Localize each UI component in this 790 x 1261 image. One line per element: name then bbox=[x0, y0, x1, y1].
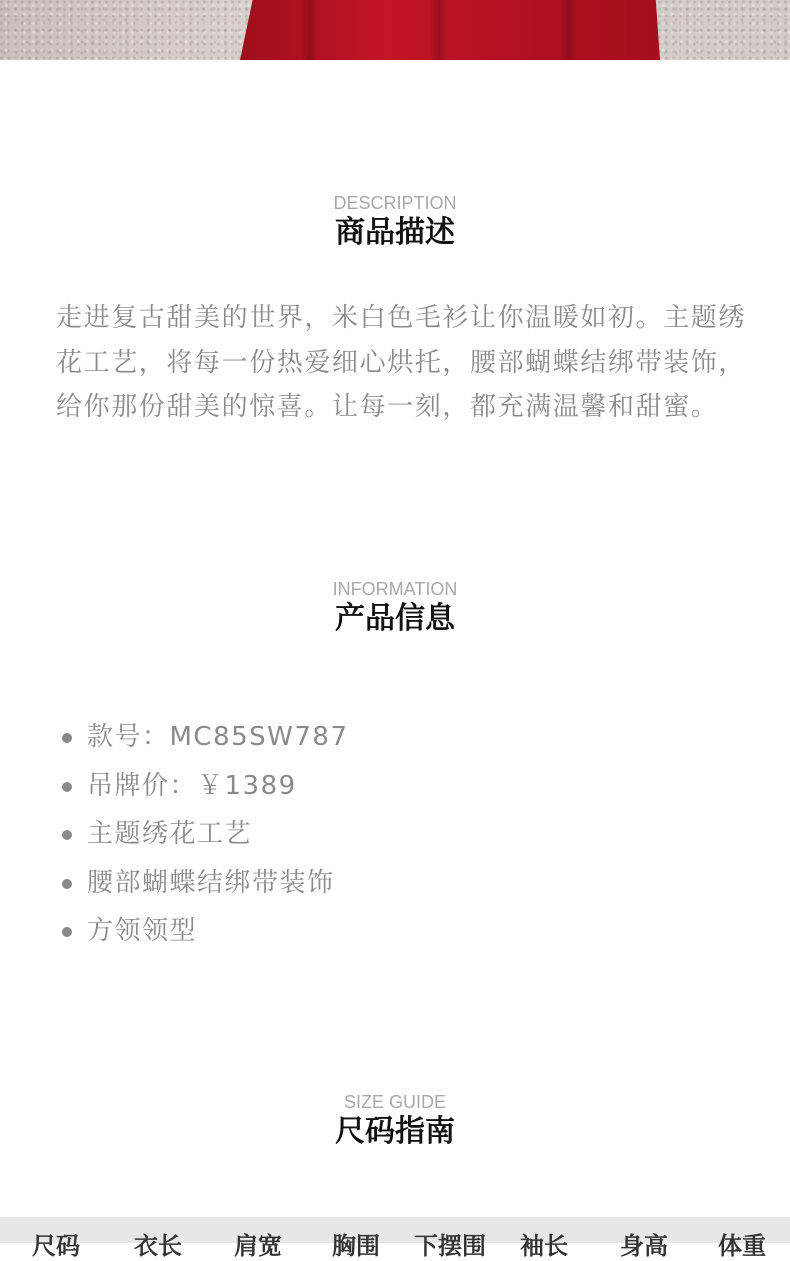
size-column-header: 尺码 bbox=[32, 1232, 80, 1260]
information-heading-zh: 产品信息 bbox=[335, 601, 455, 636]
info-item-collar bbox=[60, 910, 349, 959]
bullet-icon bbox=[62, 733, 72, 743]
info-item-text: 方领领型 bbox=[87, 916, 198, 946]
product-info-list bbox=[60, 716, 349, 959]
info-item-text: 腰部蝴蝶结绑带装饰 bbox=[87, 867, 335, 898]
red-garment-image bbox=[240, 0, 660, 60]
bullet-icon bbox=[62, 879, 72, 889]
size-column-header: 体重 bbox=[718, 1232, 766, 1260]
info-item-embroidery bbox=[60, 813, 349, 862]
info-item-style-number bbox=[60, 716, 349, 765]
description-heading bbox=[0, 193, 790, 251]
info-item-text: 吊牌价：￥1389 bbox=[87, 770, 297, 801]
description-heading-en: DESCRIPTION bbox=[333, 193, 457, 213]
bullet-icon bbox=[62, 830, 72, 840]
size-guide-heading bbox=[0, 1092, 790, 1150]
info-item-text: 款号：MC85SW787 bbox=[87, 722, 349, 752]
size-column-header: 胸围 bbox=[332, 1232, 380, 1260]
product-photo-strip bbox=[0, 0, 790, 60]
bullet-icon bbox=[62, 782, 72, 792]
size-guide-heading-en: SIZE GUIDE bbox=[343, 1092, 446, 1112]
description-text: 走进复古甜美的世界，米白色毛衫让你温暖如初。主题绣花工艺，将每一份热爱细心烘托，腰部蝴蝶结绑带装饰，给你那份甜美的惊喜。让每一刻，都充满温馨和甜蜜。 bbox=[56, 303, 747, 422]
information-heading-en: INFORMATION bbox=[332, 579, 458, 599]
info-item-text: 主题绣花工艺 bbox=[87, 819, 253, 849]
size-column-header: 下摆围 bbox=[414, 1232, 486, 1260]
info-item-tag-price bbox=[60, 765, 349, 814]
garment-fold bbox=[300, 0, 318, 60]
garment-fold bbox=[560, 0, 578, 60]
bullet-icon bbox=[62, 927, 72, 937]
size-column-header: 衣长 bbox=[134, 1232, 182, 1260]
size-column-header: 袖长 bbox=[520, 1232, 568, 1260]
garment-fold bbox=[430, 0, 448, 60]
size-guide-heading-zh: 尺码指南 bbox=[335, 1114, 455, 1149]
description-heading-zh: 商品描述 bbox=[335, 215, 455, 250]
size-column-header: 肩宽 bbox=[234, 1232, 282, 1260]
info-item-waist-bow bbox=[60, 862, 349, 911]
information-heading bbox=[0, 579, 790, 637]
size-column-header: 身高 bbox=[620, 1232, 668, 1260]
size-table-header bbox=[0, 1217, 790, 1260]
